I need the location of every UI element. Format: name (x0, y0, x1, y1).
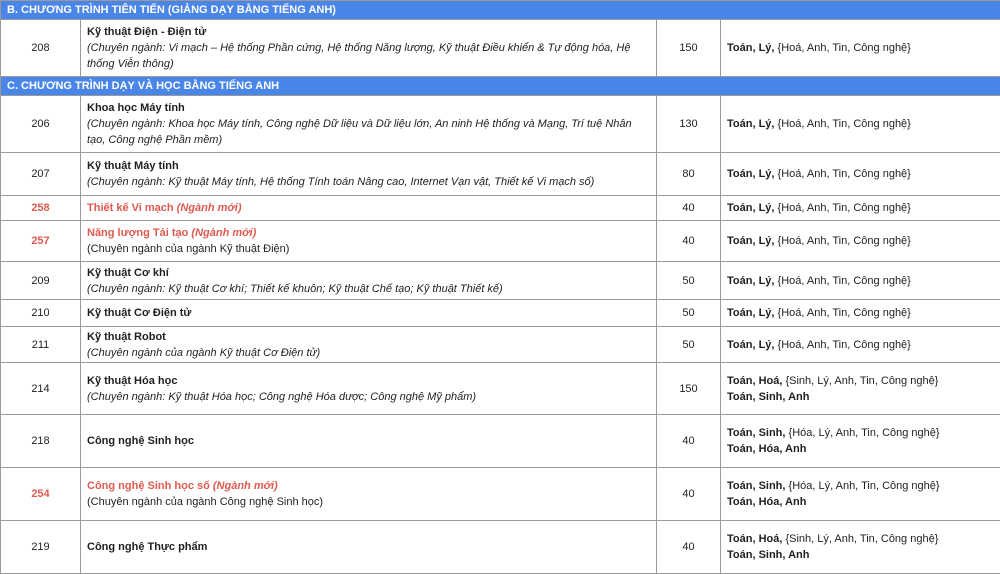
program-cell (81, 300, 657, 327)
subject-combination (721, 262, 1000, 300)
subject-combination (721, 20, 1000, 77)
combination-line-2: Toán, Sinh, Anh (727, 549, 810, 561)
core-subjects: Toán, Hoá, (727, 374, 783, 387)
program-cell (81, 196, 657, 221)
program-quota: 50 (657, 262, 721, 300)
optional-subjects: {Hóa, Lý, Anh, Tin, Công nghệ} (785, 427, 940, 439)
program-specializations: (Chuyên ngành: Kỹ thuật Máy tính, Hệ thống Tính toán Nâng cao, Internet Vạn vật, Thiết kế Vi mạch số) (87, 176, 595, 188)
program-cell (81, 262, 657, 300)
subject-combination (721, 363, 1000, 415)
program-name: Công nghệ Sinh học (87, 435, 194, 447)
table-row (1, 221, 1000, 262)
table-row (1, 153, 1000, 196)
program-name: Kỹ thuật Robot (87, 330, 166, 343)
program-cell (81, 468, 657, 521)
program-quota: 50 (657, 327, 721, 363)
combination-line-1 (727, 425, 994, 441)
table-row (1, 96, 1000, 153)
subject-combination (721, 327, 1000, 363)
program-name-line (87, 478, 650, 494)
program-quota: 50 (657, 300, 721, 327)
program-name: Công nghệ Sinh học số (87, 480, 210, 492)
program-code: 207 (1, 153, 81, 196)
program-cell (81, 327, 657, 363)
program-cell (81, 221, 657, 262)
core-subjects: Toán, Lý, (727, 235, 775, 247)
table-row (1, 363, 1000, 415)
new-program-tag: (Ngành mới) (176, 202, 242, 214)
program-cell (81, 96, 657, 153)
program-code: 209 (1, 262, 81, 300)
program-specializations: (Chuyên ngành: Kỹ thuật Hóa học; Công nghệ Hóa dược; Công nghệ Mỹ phẩm) (87, 390, 477, 403)
program-code: 254 (1, 468, 81, 521)
optional-subjects: {Sinh, Lý, Anh, Tin, Công nghệ} (782, 533, 939, 545)
table-row (1, 468, 1000, 521)
program-name-line (87, 200, 650, 216)
program-code: 214 (1, 363, 81, 415)
program-name: Công nghệ Thực phẩm (87, 541, 208, 553)
core-subjects: Toán, Lý, (727, 307, 775, 319)
program-quota: 130 (657, 96, 721, 153)
program-specializations: (Chuyên ngành: Khoa học Máy tính, Công nghệ Dữ liệu và Dữ liệu lớn, An ninh Hệ thống và Mạng, Trí tuệ Nhân tạo, Công nghệ Phần mềm) (87, 118, 632, 146)
program-specializations: (Chuyên ngành: Vi mạch – Hệ thống Phần cứng, Hệ thống Năng lượng, Kỹ thuật Điều khiển & Tự động hóa, Hệ thống Viễn thông) (87, 42, 631, 70)
program-cell (81, 363, 657, 415)
core-subjects: Toán, Lý, (727, 274, 775, 287)
program-specializations: (Chuyên ngành: Kỹ thuật Cơ khí; Thiết kế khuôn; Kỹ thuật Chế tạo; Kỹ thuật Thiết kế) (87, 282, 503, 295)
combination-line-1 (727, 478, 994, 494)
subject-combination (721, 300, 1000, 327)
program-code: 208 (1, 20, 81, 77)
program-specializations: (Chuyên ngành của ngành Kỹ thuật Cơ Điện tử) (87, 346, 321, 359)
program-name-line (87, 225, 650, 241)
program-code: 257 (1, 221, 81, 262)
program-quota: 80 (657, 153, 721, 196)
table-row (1, 415, 1000, 468)
core-subjects: Toán, Lý, (727, 168, 775, 180)
subject-combination (721, 96, 1000, 153)
program-name: Kỹ thuật Điện - Điện tử (87, 26, 207, 38)
program-quota: 40 (657, 196, 721, 221)
program-quota: 40 (657, 521, 721, 574)
section-header-b (1, 1, 1000, 20)
core-subjects: Toán, Lý, (727, 202, 775, 214)
subject-combination (721, 415, 1000, 468)
program-name: Thiết kế Vi mạch (87, 202, 174, 214)
core-subjects: Toán, Lý, (727, 118, 775, 130)
table-row (1, 196, 1000, 221)
subject-combination (721, 153, 1000, 196)
program-quota: 40 (657, 468, 721, 521)
section-title: C. CHƯƠNG TRÌNH DẠY VÀ HỌC BẰNG TIẾNG ANH (1, 77, 1000, 96)
combination-line-1 (727, 373, 994, 389)
core-subjects: Toán, Sinh, (727, 427, 786, 439)
subject-combination (721, 221, 1000, 262)
program-cell (81, 415, 657, 468)
subject-combination (721, 521, 1000, 574)
subject-combination (721, 468, 1000, 521)
program-code: 211 (1, 327, 81, 363)
program-quota: 150 (657, 20, 721, 77)
table-row (1, 521, 1000, 574)
program-specializations: (Chuyên ngành của ngành Công nghệ Sinh học) (87, 496, 324, 508)
optional-subjects: {Hoá, Anh, Tin, Công nghệ} (774, 274, 911, 287)
table-row (1, 327, 1000, 363)
optional-subjects: {Hoá, Anh, Tin, Công nghệ} (774, 168, 911, 180)
optional-subjects: {Hoá, Anh, Tin, Công nghệ} (774, 235, 911, 247)
new-program-tag: (Ngành mới) (212, 480, 278, 492)
core-subjects: Toán, Sinh, (727, 480, 786, 492)
optional-subjects: {Hoá, Anh, Tin, Công nghệ} (774, 118, 911, 130)
core-subjects: Toán, Lý, (727, 42, 775, 54)
program-code: 258 (1, 196, 81, 221)
combination-line-2: Toán, Sinh, Anh (727, 390, 810, 403)
program-name: Kỹ thuật Cơ khí (87, 266, 169, 279)
combination-line-2: Toán, Hóa, Anh (727, 443, 807, 455)
program-quota: 40 (657, 415, 721, 468)
optional-subjects: {Hoá, Anh, Tin, Công nghệ} (774, 202, 911, 214)
core-subjects: Toán, Hoá, (727, 533, 783, 545)
optional-subjects: {Hoá, Anh, Tin, Công nghệ} (774, 42, 911, 54)
optional-subjects: {Hoá, Anh, Tin, Công nghệ} (774, 338, 911, 351)
program-cell (81, 153, 657, 196)
optional-subjects: {Hóa, Lý, Anh, Tin, Công nghệ} (785, 480, 940, 492)
program-code: 206 (1, 96, 81, 153)
program-code: 218 (1, 415, 81, 468)
section-header-c (1, 77, 1000, 96)
core-subjects: Toán, Lý, (727, 338, 775, 351)
program-cell (81, 20, 657, 77)
section-title: B. CHƯƠNG TRÌNH TIÊN TIẾN (GIẢNG DẠY BẰNG TIẾNG ANH) (1, 1, 1000, 20)
program-code: 219 (1, 521, 81, 574)
program-name: Năng lượng Tái tạo (87, 227, 189, 239)
program-name: Khoa học Máy tính (87, 102, 185, 114)
combination-line-2: Toán, Hóa, Anh (727, 496, 807, 508)
program-specializations: (Chuyên ngành của ngành Kỹ thuật Điện) (87, 243, 290, 255)
new-program-tag: (Ngành mới) (191, 227, 257, 239)
subject-combination (721, 196, 1000, 221)
optional-subjects: {Sinh, Lý, Anh, Tin, Công nghệ} (782, 374, 939, 387)
table-row (1, 20, 1000, 77)
table-row (1, 300, 1000, 327)
program-code: 210 (1, 300, 81, 327)
program-quota: 150 (657, 363, 721, 415)
combination-line-1 (727, 531, 994, 547)
optional-subjects: {Hoá, Anh, Tin, Công nghệ} (774, 307, 911, 319)
program-name: Kỹ thuật Hóa học (87, 374, 178, 387)
program-cell (81, 521, 657, 574)
table-row (1, 262, 1000, 300)
program-name: Kỹ thuật Máy tính (87, 160, 179, 172)
program-name: Kỹ thuật Cơ Điện tử (87, 307, 192, 319)
program-quota: 40 (657, 221, 721, 262)
